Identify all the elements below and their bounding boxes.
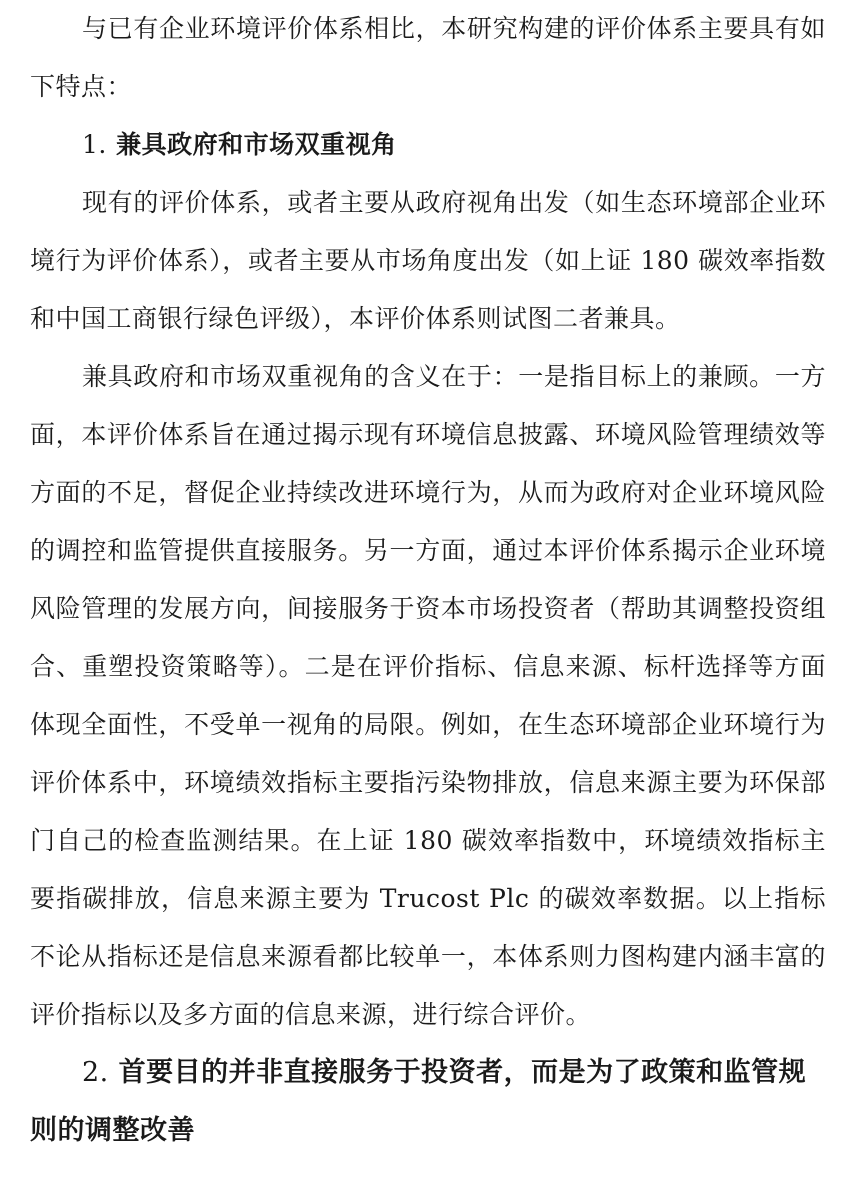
- document-page: [30, 0, 826, 1160]
- paragraph-1: 现有的评价体系，或者主要从政府视角出发（如生态环境部企业环境行为评价体系），或者主要从市场角度出发（如上证 180 碳效率指数和中国工商银行绿色评级），本评价体系则试图二者兼具。: [30, 188, 826, 333]
- section-heading-2-text: 首要目的并非直接服务于投资者，而是为了政策和监管规则的调整改善: [30, 1057, 807, 1146]
- section-heading-2: [30, 1044, 826, 1160]
- section-heading-1-number: 1.: [82, 130, 107, 159]
- section-heading-1: [30, 116, 826, 174]
- section-heading-2-number: 2.: [82, 1057, 109, 1088]
- paragraph-2: 兼具政府和市场双重视角的含义在于：一是指目标上的兼顾。一方面，本评价体系旨在通过揭示现有环境信息披露、环境风险管理绩效等方面的不足，督促企业持续改进环境行为，从而为政府对企业环境风险的调控和监管提供直接服务。另一方面，通过本评价体系揭示企业环境风险管理的发展方向，间接服务于资本市场投资者（帮助其调整投资组合、重塑投资策略等）。二是在评价指标、信息来源、标杆选择等方面体现全面性，不受单一视角的局限。例如，在生态环境部企业环境行为评价体系中，环境绩效指标主要指污染物排放，信息来源主要为环保部门自己的检查监测结果。在上证 180 碳效率指数中，环境绩效指标主要指碳排放，信息来源主要为 Trucost Plc 的碳效率数据。以上指标不论从指标还是信息来源看都比较单一，本体系则力图构建内涵丰富的评价指标以及多方面的信息来源，进行综合评价。: [30, 362, 826, 1029]
- section-heading-1-text: 兼具政府和市场双重视角: [116, 130, 397, 159]
- intro-paragraph: 与已有企业环境评价体系相比，本研究构建的评价体系主要具有如下特点：: [30, 14, 826, 101]
